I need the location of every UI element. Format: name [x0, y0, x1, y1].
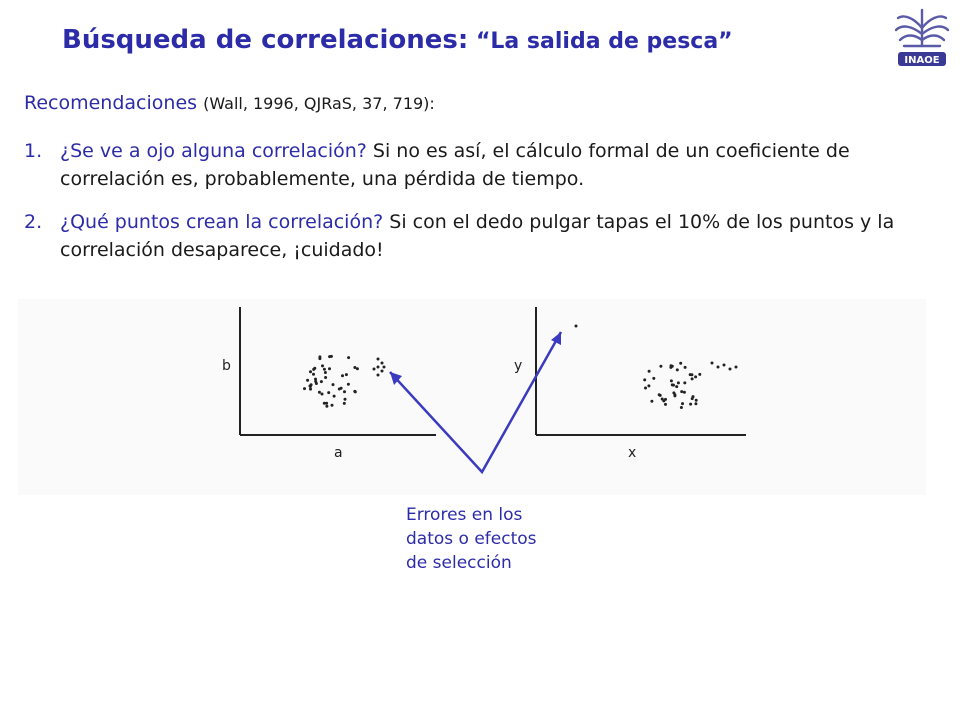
inaoe-logo	[892, 6, 952, 74]
outlier-point	[381, 370, 384, 373]
scatter-point	[670, 364, 673, 367]
scatter-point	[323, 368, 326, 371]
scatter-point	[684, 366, 687, 369]
scatter-point	[313, 367, 316, 370]
scatter-point	[318, 355, 321, 358]
list-number: 1.	[24, 140, 43, 162]
scatter-point	[320, 380, 323, 383]
logo-arc	[896, 27, 922, 34]
scatter-point	[689, 373, 692, 376]
scatter-point	[314, 380, 317, 383]
scatter-point	[691, 377, 694, 380]
scatter-point	[661, 398, 664, 401]
scatter-point	[328, 355, 331, 358]
logo-arc	[900, 36, 922, 41]
scatter-point	[347, 383, 350, 386]
recommendations-label: Recomendaciones	[24, 92, 198, 114]
scatter-point	[680, 406, 683, 409]
scatter-point	[318, 391, 321, 394]
scatter-point	[309, 388, 312, 391]
logo-arc	[922, 36, 944, 41]
outlier-point	[575, 325, 578, 328]
scatter-point	[643, 378, 646, 381]
scatter-point	[644, 387, 647, 390]
caption-line: Errores en los	[406, 505, 523, 525]
scatter-figure-svg	[18, 299, 926, 495]
scatter-point	[331, 404, 334, 407]
scatter-point	[680, 390, 683, 393]
right-y-label: y	[514, 358, 523, 374]
list-body: Si no es así, el cálculo formal de un coeficiente de correlación es, probablemente, una pérdida de tiempo.	[60, 140, 850, 190]
scatter-point	[321, 364, 324, 367]
scatter-point	[683, 391, 686, 394]
scatter-point	[312, 373, 315, 376]
outlier-point	[729, 368, 732, 371]
scatter-point	[694, 402, 697, 405]
scatter-point	[347, 356, 350, 359]
annotation-caption	[406, 503, 537, 575]
scatter-point	[672, 384, 675, 387]
scatter-point	[691, 397, 694, 400]
scatter-point	[309, 370, 312, 373]
scatter-point	[681, 402, 684, 405]
scatter-point	[650, 400, 653, 403]
scatter-point	[677, 381, 680, 384]
scatter-point	[675, 385, 678, 388]
scatter-point	[345, 373, 348, 376]
scatter-point	[698, 373, 701, 376]
scatter-point	[321, 393, 324, 396]
scatter-point	[683, 381, 686, 384]
logo-text: INAOE	[904, 55, 940, 66]
scatter-point	[338, 388, 341, 391]
scatter-point	[324, 371, 327, 374]
scatter-point	[673, 394, 676, 397]
scatter-point	[328, 367, 331, 370]
title-main: Búsqueda de correlaciones:	[62, 25, 469, 55]
left-x-label: a	[334, 445, 343, 461]
scatter-point	[659, 365, 662, 368]
outlier-point	[711, 362, 714, 365]
scatter-point	[664, 403, 667, 406]
scatter-point	[325, 402, 328, 405]
scatter-point	[679, 362, 682, 365]
list-question: ¿Qué puntos crean la correlación?	[60, 211, 384, 233]
list-text	[60, 137, 904, 193]
scatter-point	[333, 395, 336, 398]
caption-line: de selección	[406, 553, 512, 573]
scatter-point	[344, 398, 347, 401]
scatter-point	[327, 391, 330, 394]
scatter-point	[695, 399, 698, 402]
scatter-point	[689, 403, 692, 406]
scatter-point	[676, 368, 679, 371]
logo-arc	[922, 27, 948, 34]
scatter-point	[354, 390, 357, 393]
scatter-point	[652, 377, 655, 380]
scatter-point	[647, 384, 650, 387]
list-item	[24, 137, 904, 193]
caption-line: datos o efectos	[406, 529, 537, 549]
outlier-point	[381, 362, 384, 365]
left-scatter-points	[303, 355, 386, 408]
list-number: 2.	[24, 211, 43, 233]
outlier-point	[377, 358, 380, 361]
scatter-point	[353, 366, 356, 369]
scatter-figure	[18, 299, 926, 495]
title-subtitle: “La salida de pesca”	[468, 29, 733, 54]
right-x-label: x	[628, 445, 637, 461]
scatter-point	[332, 383, 335, 386]
outlier-point	[723, 364, 726, 367]
citation: (Wall, 1996, QJRaS, 37, 719):	[203, 94, 435, 113]
list-question: ¿Se ve a ojo alguna correlación?	[60, 140, 367, 162]
scatter-point	[325, 405, 328, 408]
list-body: Si con el dedo pulgar tapas el 10% de los puntos y la correlación desaparece, ¡cuidado!	[60, 211, 895, 261]
list-text	[60, 208, 904, 264]
recommendations-heading	[24, 92, 435, 114]
slide-title	[62, 25, 733, 55]
scatter-point	[324, 376, 327, 379]
outlier-point	[377, 374, 380, 377]
list-item	[24, 208, 904, 264]
outlier-point	[735, 366, 738, 369]
scatter-point	[310, 383, 313, 386]
right-scatter-points	[575, 325, 738, 410]
outlier-point	[373, 368, 376, 371]
scatter-point	[648, 370, 651, 373]
scatter-point	[659, 394, 662, 397]
scatter-point	[306, 379, 309, 382]
scatter-point	[341, 374, 344, 377]
scatter-point	[343, 390, 346, 393]
scatter-point	[303, 387, 306, 390]
scatter-point	[694, 375, 697, 378]
outlier-point	[377, 366, 380, 369]
left-y-label: b	[222, 358, 231, 374]
scatter-point	[343, 402, 346, 405]
outlier-point	[383, 366, 386, 369]
scatter-point	[670, 379, 673, 382]
outlier-point	[717, 366, 720, 369]
